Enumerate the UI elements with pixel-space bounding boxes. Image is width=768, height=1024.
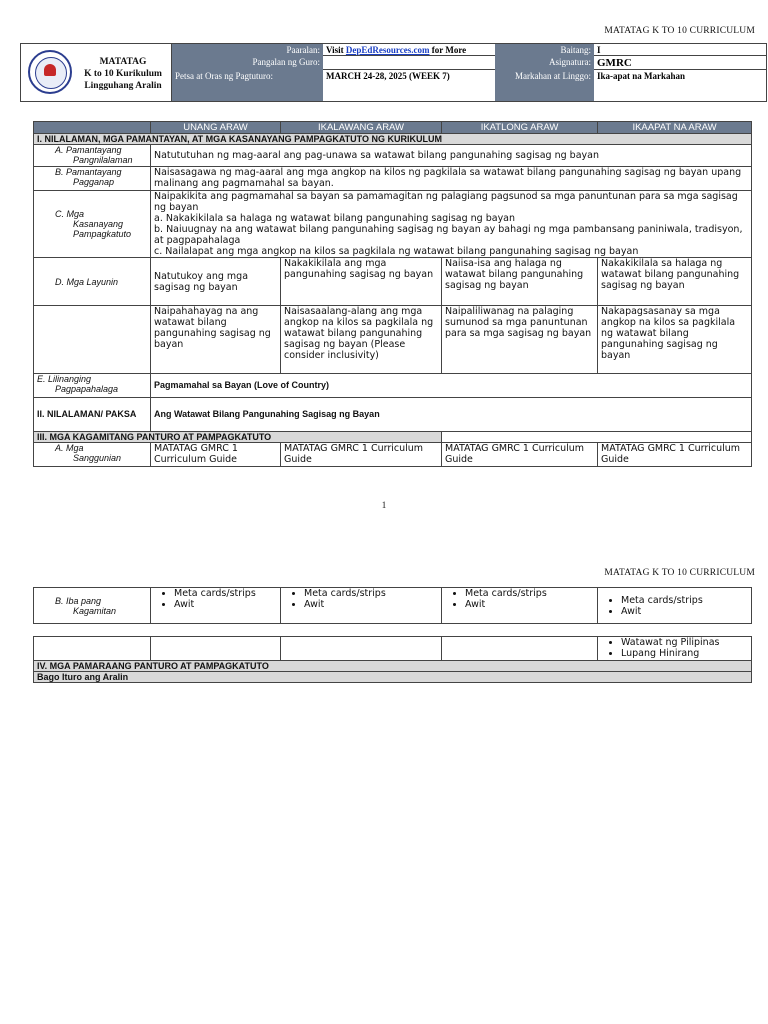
row-iba-day4 — [598, 588, 752, 624]
row-sanggunian-label — [34, 443, 151, 467]
markahan-label: Markahan at Linggo: — [495, 70, 594, 101]
row-c-line-1: Naipakikita ang pagmamahal sa bayan sa pamamagitan ng palagiang pagsunod sa mga panuntunan para sa mga sagisag ng bayan — [154, 191, 738, 213]
row-e-label — [34, 374, 151, 398]
guro-label: Pangalan ng Guro: — [172, 56, 323, 70]
markahan-value: Ika-apat na Markahan — [594, 70, 766, 101]
row-sanggunian-day3: MATATAG GMRC 1 Curriculum Guide — [442, 443, 598, 467]
page-number: 1 — [381, 500, 387, 510]
row-b-label — [34, 167, 151, 191]
row-c-label — [34, 191, 151, 258]
list-item: • Awit — [621, 606, 748, 617]
title-line-1: MATATAG — [99, 57, 147, 67]
row-iba-day1 — [151, 588, 281, 624]
row-d-label — [34, 258, 151, 306]
list-item: • Watawat ng Pilipinas — [621, 637, 748, 648]
row-a-label-1: A. Pamantayang — [55, 145, 122, 155]
section-4-heading: IV. MGA PAMARAANG PANTURO AT PAMPAGKATUTO — [34, 661, 752, 672]
list-item: • Awit — [465, 599, 594, 610]
list-item: • Lupang Hinirang — [621, 648, 748, 659]
row-d-day3: Naiisa-isa ang halaga ng watawat bilang pangunahing sagisag ng bayan — [442, 258, 598, 306]
baitang-label: Baitang: — [495, 44, 594, 56]
col-ikalawang-araw: IKALAWANG ARAW — [281, 122, 442, 134]
row-d2-day4: Nakapagsasanay sa mga angkop na kilos sa pagkilala ng watawat bilang pangunahing sagisag ng bayan — [598, 306, 752, 374]
section-3-blank — [442, 432, 752, 443]
row-extra-day3 — [442, 637, 598, 661]
row-c-text — [151, 191, 752, 258]
baitang-value: I — [594, 44, 766, 56]
row-sanggunian-label-1: A. Mga — [55, 443, 84, 453]
row-b-text: Naisasagawa ng mag-aaral ang mga angkop na kilos ng pagkilala sa watawat bilang pangunahing sagisag ng bayan upang malinang ang pagmamahal sa bayan. — [151, 167, 752, 191]
header-title-block — [21, 44, 172, 101]
row-a-label-2: Pangnilalaman — [73, 155, 133, 165]
curriculum-label-2: MATATAG K TO 10 CURRICULUM — [604, 568, 755, 578]
row-iba-label-1: B. Iba pang — [55, 595, 102, 606]
bago-ituro-heading: Bago Ituro ang Aralin — [34, 672, 752, 683]
row-d2-day1: Naipahahayag na ang watawat bilang pangunahing sagisag ng bayan — [151, 306, 281, 374]
paaralan-prefix: Visit — [326, 45, 346, 55]
asignatura-value: GMRC — [594, 56, 766, 70]
row-c-line-2: a. Nakakikilala sa halaga ng watawat bilang pangunahing sagisag ng bayan — [154, 213, 516, 224]
row-sanggunian-day4: MATATAG GMRC 1 Curriculum Guide — [598, 443, 752, 467]
petsa-value: MARCH 24-28, 2025 (WEEK 7) — [323, 70, 495, 101]
section-3-heading: III. MGA KAGAMITANG PANTURO AT PAMPAGKATUTO — [34, 432, 442, 443]
row-d2-label — [34, 306, 151, 374]
col-ikatlong-araw: IKATLONG ARAW — [442, 122, 598, 134]
row-a-text: Natututuhan ng mag-aaral ang pag-unawa sa watawat bilang pangunahing sagisag ng bayan — [151, 145, 752, 167]
row-d-day2: Nakakikilala ang mga pangunahing sagisag ng bayan — [281, 258, 442, 306]
row-iba-label-2: Kagamitan — [73, 605, 117, 616]
list-item: • Awit — [304, 599, 438, 610]
corner-cell — [34, 122, 151, 134]
row-d2-day3: Naipaliliwanag na palaging sumunod sa mga panuntunan para sa mga sagisag ng bayan — [442, 306, 598, 374]
row-e-text: Pagmamahal sa Bayan (Love of Country) — [151, 374, 752, 398]
row-sanggunian-day1: MATATAG GMRC 1 Curriculum Guide — [151, 443, 281, 467]
paaralan-label: Paaralan: — [172, 44, 323, 56]
row-c-label-3: Pampagkatuto — [73, 229, 132, 239]
list-item: • Meta cards/strips — [621, 595, 748, 606]
asignatura-label: Asignatura: — [495, 56, 594, 70]
row-ii-label: II. NILALAMAN/ PAKSA — [34, 398, 151, 432]
row-b-label-2: Pagganap — [73, 177, 115, 187]
lesson-header — [20, 43, 767, 102]
row-ii-text: Ang Watawat Bilang Pangunahing Sagisag ng Bayan — [151, 398, 752, 432]
title-line-3: Lingguhang Aralin — [84, 81, 162, 91]
row-iba-day3 — [442, 588, 598, 624]
header-title — [73, 56, 173, 92]
row-d-day4: Nakakikilala sa halaga ng watawat bilang pangunahing sagisag ng bayan — [598, 258, 752, 306]
row-d2-day2-a: Naisasaalang-alang ang mga angkop na kilos sa pagkilala ng watawat bilang pangunahing — [284, 306, 434, 339]
list-item: • Meta cards/strips — [465, 588, 594, 599]
list-item: • Meta cards/strips — [304, 588, 438, 599]
page-2 — [0, 560, 768, 1024]
header-grid — [172, 44, 766, 101]
row-c-line-4: c. Nailalapat ang mga angkop na kilos sa pagkilala ng watawat bilang pangunahing sagisag ng bayan — [154, 246, 639, 257]
row-d-label-text: D. Mga Layunin — [55, 276, 119, 287]
title-line-2: K to 10 Kurikulum — [84, 69, 162, 79]
paaralan-suffix: for More — [429, 45, 467, 55]
lesson-plan-table — [33, 121, 752, 467]
row-c-line-3: b. Naiuugnay na ang watawat bilang pangunahing sagisag ng bayan ay bahagi ng mga pambansang paniniwala, tradisyon, at pagpapahalaga — [154, 224, 743, 246]
row-extra-day2 — [281, 637, 442, 661]
row-extra-day1 — [151, 637, 281, 661]
row-b-label-1: B. Pamantayang — [55, 167, 122, 177]
row-d2-day2 — [281, 306, 442, 374]
row-sanggunian-label-2: Sanggunian — [73, 453, 122, 463]
row-a-label — [34, 145, 151, 167]
section-1-heading: I. NILALAMAN, MGA PAMANTAYAN, AT MGA KASANAYANG PAMPAGKATUTO NG KURIKULUM — [34, 134, 752, 145]
deped-seal-icon — [28, 50, 72, 94]
row-c-label-1: C. Mga — [55, 209, 85, 219]
lesson-plan-table-continued — [33, 587, 752, 624]
petsa-label: Petsa at Oras ng Pagtuturo: — [172, 70, 323, 101]
curriculum-label: MATATAG K TO 10 CURRICULUM — [604, 26, 755, 36]
list-item: • Awit — [174, 599, 277, 610]
paaralan-value — [323, 44, 495, 56]
row-extra-label — [34, 637, 151, 661]
deped-resources-link[interactable]: DepEdResources.com — [345, 45, 430, 55]
col-ikaapat-na-araw: IKAAPAT NA ARAW — [598, 122, 752, 134]
col-unang-araw: UNANG ARAW — [151, 122, 281, 134]
row-d-day1: Natutukoy ang mga sagisag ng bayan — [151, 258, 281, 306]
row-c-label-2: Kasanayang — [73, 219, 124, 229]
guro-value — [323, 56, 495, 70]
row-e-label-2: Pagpapahalaga — [55, 384, 119, 394]
list-item: • Meta cards/strips — [174, 588, 277, 599]
row-e-label-1: E. Lilinanging — [37, 374, 92, 384]
row-d2-day2-b: sagisag ng bayan (Please consider inclusivity) — [284, 339, 406, 361]
row-extra-day4 — [598, 637, 752, 661]
row-iba-label — [34, 588, 151, 624]
row-iba-day2 — [281, 588, 442, 624]
row-sanggunian-day2: MATATAG GMRC 1 Curriculum Guide — [281, 443, 442, 467]
lesson-plan-table-continued-2 — [33, 636, 752, 683]
